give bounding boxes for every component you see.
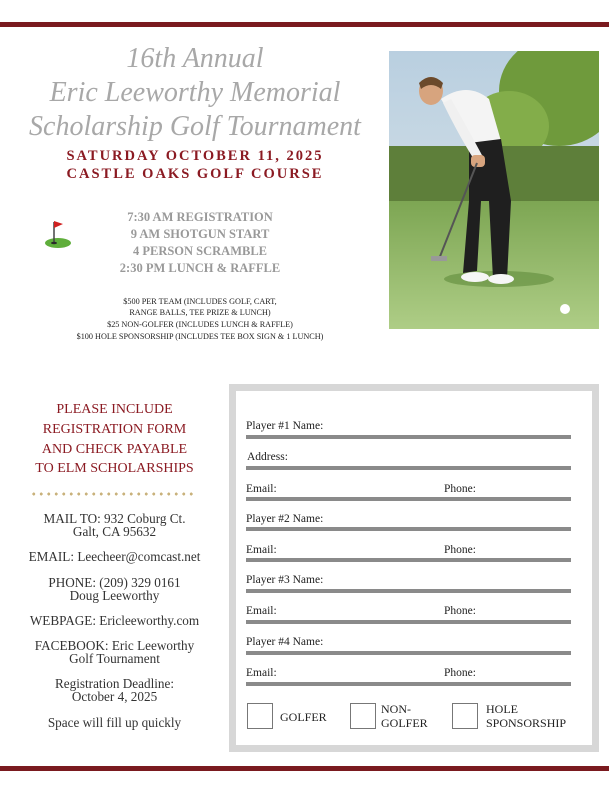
contact-email: EMAIL: Leecheer@comcast.net [28,549,201,564]
player1-email-label: Email: [246,483,277,495]
registration-form [229,384,599,752]
deadline-date: October 4, 2025 [71,689,158,704]
mail-address: MAIL TO: 932 Coburg Ct. [43,511,186,526]
title-line-3: Scholarship Golf Tournament [29,111,361,142]
golfer-checkbox[interactable] [247,703,273,729]
player4-name-field[interactable] [246,651,571,655]
player3-email-label: Email: [246,605,277,617]
contact-phone: PHONE: (209) 329 0161 [48,575,181,590]
space-note: Space will fill up quickly [47,715,182,730]
player1-name-label: Player #1 Name: [246,420,324,432]
schedule-item: 9 AM SHOTGUN START [130,227,270,241]
mail-city: Galt, CA 95632 [72,524,157,539]
player2-name-field[interactable] [246,527,571,531]
pricing-item: $100 HOLE SPONSORSHIP (INCLUDES TEE BOX SIGN & 1 LUNCH) [76,332,324,341]
contact-person: Doug Leeworthy [69,588,160,603]
pricing-item: $25 NON-GOLFER (INCLUDES LUNCH & RAFFLE) [107,320,293,329]
hole-sponsorship-label-2: SPONSORSHIP [486,716,567,730]
non-golfer-checkbox[interactable] [350,703,376,729]
non-golfer-label-1: NON- [381,702,411,716]
title-line-1: 16th Annual [126,43,264,74]
title-line-2: Eric Leeworthy Memorial [49,77,341,108]
instruction-line: AND CHECK PAYABLE [41,442,188,457]
player3-name-field[interactable] [246,589,571,593]
pricing-item: RANGE BALLS, TEE PRIZE & LUNCH) [129,308,271,317]
player4-phone-label: Phone: [444,667,476,679]
schedule-item: 7:30 AM REGISTRATION [127,210,273,224]
golfer-photo [389,51,599,329]
player2-email-label: Email: [246,544,277,556]
player2-email-phone-field[interactable] [246,558,571,562]
event-venue: CASTLE OAKS GOLF COURSE [66,166,324,182]
golfer-checkbox-label: GOLFER [280,710,327,724]
player4-email-phone-field[interactable] [246,682,571,686]
event-date: SATURDAY OCTOBER 11, 2025 [66,148,324,164]
dotted-divider [30,490,196,498]
address-label: Address: [247,451,288,463]
non-golfer-label-2: GOLFER [381,716,428,730]
golf-flag-icon [43,218,73,250]
schedule-item: 2:30 PM LUNCH & RAFFLE [119,261,281,275]
contact-facebook: FACEBOOK: Eric Leeworthy [34,638,195,653]
instruction-line: TO ELM SCHOLARSHIPS [35,461,194,476]
address-field[interactable] [246,466,571,470]
player1-email-phone-field[interactable] [246,497,571,501]
top-bar [0,22,609,27]
instruction-line: REGISTRATION FORM [42,422,187,437]
player3-phone-label: Phone: [444,605,476,617]
player4-name-label: Player #4 Name: [246,636,324,648]
player1-name-field[interactable] [246,435,571,439]
hole-sponsorship-label-1: HOLE [486,702,518,716]
player3-email-phone-field[interactable] [246,620,571,624]
hole-sponsorship-checkbox[interactable] [452,703,478,729]
deadline-label: Registration Deadline: [54,676,175,691]
player1-phone-label: Phone: [444,483,476,495]
bottom-bar [0,766,609,771]
contact-facebook-page: Golf Tournament [69,651,160,666]
player4-email-label: Email: [246,667,277,679]
schedule-item: 4 PERSON SCRAMBLE [132,244,268,258]
player3-name-label: Player #3 Name: [246,574,324,586]
contact-webpage: WEBPAGE: Ericleeworthy.com [29,613,200,628]
player2-phone-label: Phone: [444,544,476,556]
pricing-item: $500 PER TEAM (INCLUDES GOLF, CART, [123,297,277,306]
instruction-line: PLEASE INCLUDE [56,402,173,417]
player2-name-label: Player #2 Name: [246,513,324,525]
